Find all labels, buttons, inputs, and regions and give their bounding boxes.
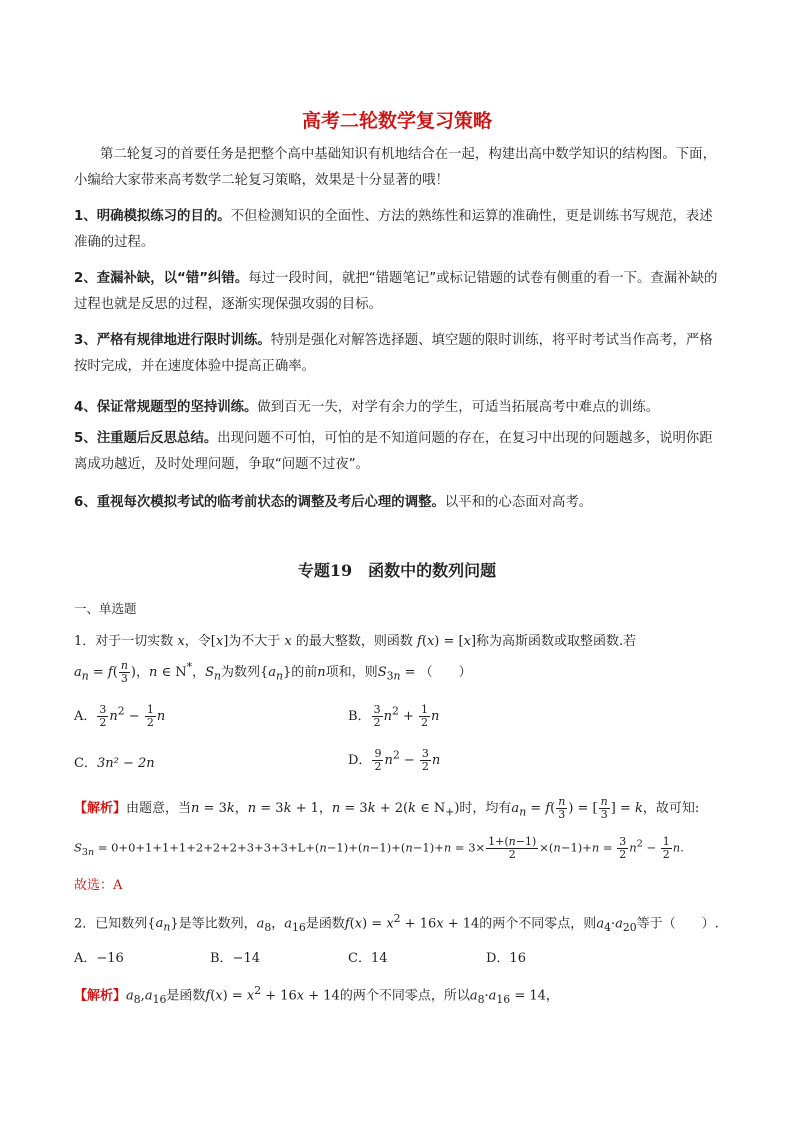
strategy-body: 做到百无一失，对学有余力的学生，可适当拓展高考中难点的训练。 [257,400,660,415]
strategy-head: 6、重视每次模拟考试的临考前状态的调整及考后心理的调整。 [74,495,445,510]
strategy-head: 3、严格有规律地进行限时训练。 [74,333,271,348]
strategy-head: 5、注重题后反思总结。 [74,431,218,446]
question-2-analysis-line-1: 【解析】$a_8,a_{16}$是函数$f(x) = x^2 + 16x + 14$的两个不同零点，所以$a_8\cdot a_{16} = 14$， [74,984,559,1006]
question-1-option-c[interactable]: C．3n² − 2n [74,756,155,771]
question-2-option-b[interactable]: B．−14 [210,951,260,966]
question-2-option-c[interactable]: C．14 [348,951,388,966]
question-1-line-2: $a_n = f$( $\frac{n}{3}$ )，n ∈ N*，$S_n$为数列$\{a_n\}$的前n项和，则$S_{3n}$ = （ ） [74,659,472,685]
strategy-head: 4、保证常规题型的坚持训练。 [74,400,258,415]
strategy-item-6 [74,490,724,516]
strategy-head: 2、查漏补缺，以“错”纠错。 [74,271,249,286]
question-1-option-b[interactable]: B． $\frac{3}{2}$ $n^2$ + $\frac{1}{2}$ n [348,703,440,729]
intro-paragraph: 第二轮复习的首要任务是把整个高中基础知识有机地结合在一起，构建出高中数学知识的结构图。下面，小编给大家带来高考数学二轮复习策略，效果是十分显著的哦！ [74,147,716,188]
question-1-line-1: 1．对于一切实数 x，令[x]为不大于 x 的最大整数，则函数 f(x) = [x]称为高斯函数或取整函数.若 [74,634,637,649]
question-1-option-d[interactable]: D． $\frac{9}{2}$ $n^2$ − $\frac{3}{2}$ n [348,747,441,773]
question-2-option-a[interactable]: A．−16 [74,951,124,966]
topic-heading: 专题19 函数中的数列问题 [297,561,497,580]
question-1-answer: 故选：A [74,878,123,893]
strategy-body: 以平和的心态面对高考。 [444,495,593,510]
strategy-item-4 [74,395,724,421]
strategy-body: 出现问题不可怕，可怕的是不知道问题的存在，在复习中出现的问题越多，说明你距离成功越近，及时处理问题，争取“问题不过夜”。 [74,431,713,472]
strategy-item-5 [74,426,724,478]
page-title: 高考二轮数学复习策略 [301,110,492,132]
strategy-item-2 [74,266,724,318]
question-1-option-a[interactable]: A． $\frac{3}{2}$ $n^2$ − $\frac{1}{2}$ n [74,703,166,729]
section-heading: 一、单选题 [74,601,137,616]
strategy-head: 1、明确模拟练习的目的。 [74,209,231,224]
strategy-body: 特别是强化对解答选择题、填空题的限时训练，将平时考试当作高考，严格按时完成，并在速度体验中提高正确率。 [74,333,713,374]
strategy-body: 每过一段时间，就把“错题笔记”或标记错题的试卷有侧重的看一下。查漏补缺的过程也就是反思的过程，逐渐实现保强攻弱的目标。 [74,271,718,312]
strategy-item-3 [74,328,724,380]
strategy-item-1 [74,204,724,256]
question-2-line-1: 2．已知数列$\{a_n\}$是等比数列，$a_8$，$a_{16}$是函数$f(x) = x^2 + 16x + 14$的两个不同零点，则$a_4\cdot a_{20}$等于（ ）. [74,912,719,934]
question-1-analysis-formula: $S_{3n} = 0+0+1+1+1+2+2+2+3+3+3+L+(n-1)+(n-1)+(n-1)+n = 3\times$ $\frac{1+(n-1)}{2}$ ×(n−1)+n = $\frac{3}{2}$ $n^2$ − $\frac{1}{2}$ n. [74,835,684,861]
question-1-analysis-line-1: 【解析】由题意，当n = 3k，n = 3k + 1，n = 3k + 2(k ∈ $N_+$)时，均有$a_n = f$( $\frac{n}{3}$ ) = [ $\frac{n}{3}$ ] = k，故可知: [74,795,700,821]
strategy-body: 不但检测知识的全面性、方法的熟练性和运算的准确性，更是训练书写规范，表述准确的过程。 [74,209,713,250]
question-2-option-d[interactable]: D．16 [486,951,526,966]
